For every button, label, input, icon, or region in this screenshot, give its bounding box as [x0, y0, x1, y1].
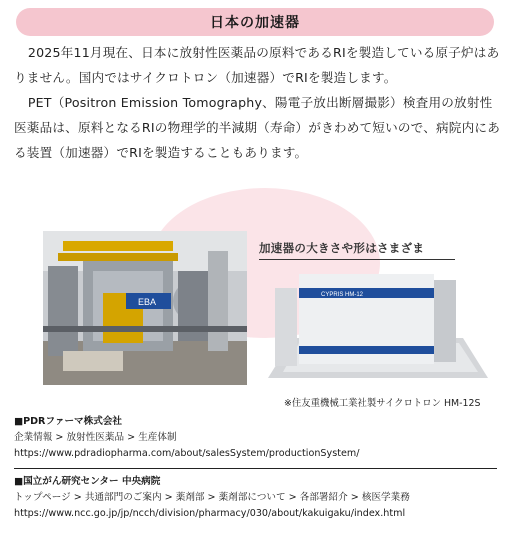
source-path: トップページ > 共通部門のご案内 > 薬剤部 > 薬剤部について > 各部署紹介 > 核医学業務: [14, 492, 410, 503]
accelerator-photo: [43, 231, 247, 385]
source-block-ncc: [14, 474, 410, 522]
photo-sign-text: EBA: [138, 297, 157, 307]
source-url-link[interactable]: https://www.pdradiopharma.com/about/salesSystem/productionSystem/: [14, 448, 360, 459]
divider: [14, 468, 497, 469]
source-block-pdr: [14, 414, 359, 462]
paragraph-reactor: 2025年11月現在、日本に放射性医薬品の原料であるRIを製造している原子炉はありません。国内ではサイクロトロン（加速器）でRIを製造します。: [14, 45, 500, 85]
figure-caption-title: 加速器の大きさや形はさまざま: [259, 240, 455, 260]
paragraph-pet: PET（Positron Emission Tomography、陽電子放出断層撮影）検査用の放射性医薬品は、原料となるRIの物理学的半減期（寿命）がきわめて短いので、病院内にある装置（加速器）でRIを製造することもあります。: [14, 95, 500, 160]
source-org: ■国立がん研究センター 中央病院: [14, 476, 161, 487]
section-title: 日本の加速器: [210, 15, 300, 31]
source-url-link[interactable]: https://www.ncc.go.jp/jp/ncch/division/pharmacy/030/about/kakuigaku/index.html: [14, 508, 406, 519]
section-title-bar: [16, 8, 494, 36]
source-path: 企業情報 > 放射性医薬品 > 生産体制: [14, 432, 177, 443]
cyclotron-illustration: [263, 268, 493, 388]
source-org: ■PDRファーマ株式会社: [14, 416, 123, 427]
figure-note: ※住友重機械工業社製サイクロトロン HM-12S: [284, 398, 481, 409]
machine-brand-text: CYPRIS HM-12: [321, 292, 364, 298]
